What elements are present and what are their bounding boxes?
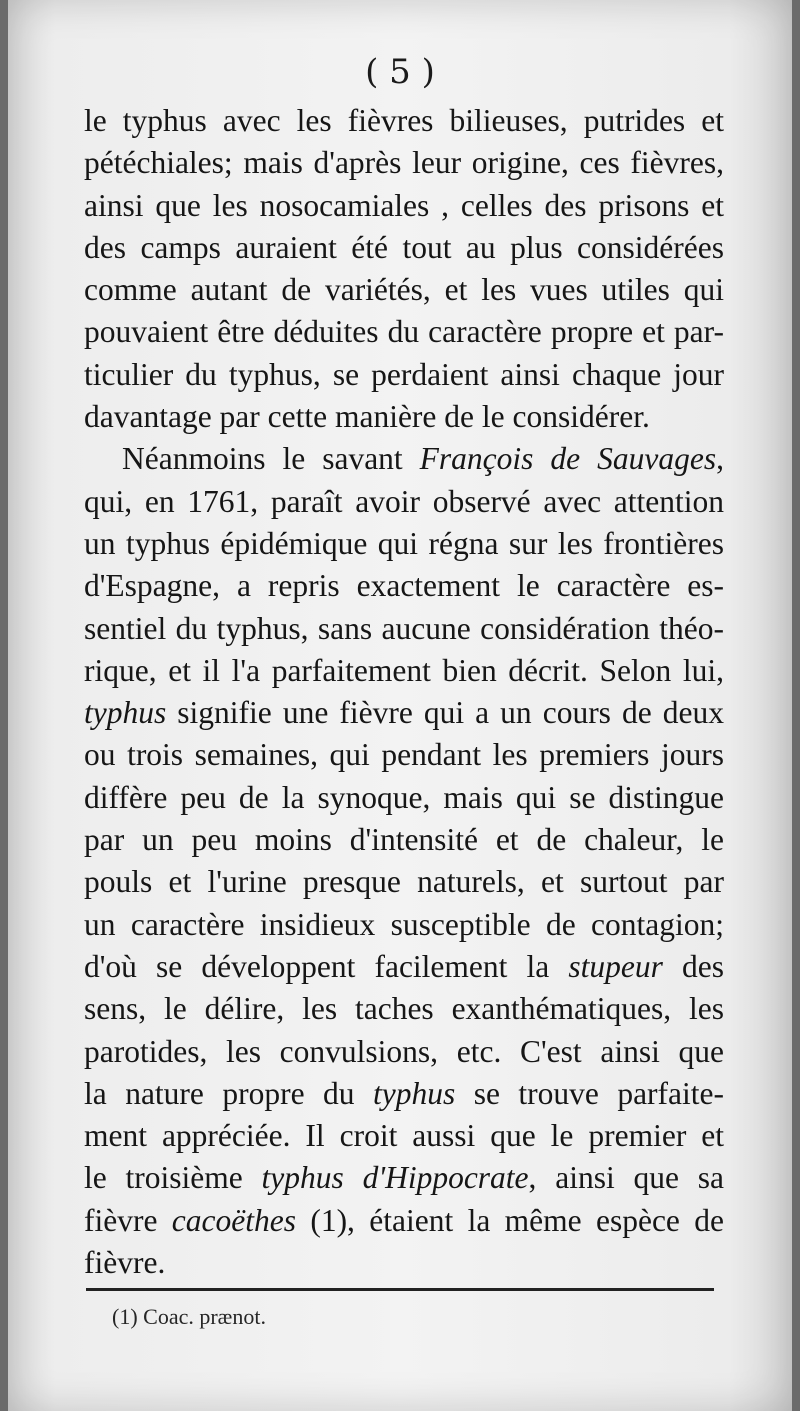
text-segment: , <box>716 441 724 477</box>
text-line <box>84 1073 724 1115</box>
text-segment: le troisième <box>84 1160 262 1196</box>
text-segment: des <box>662 948 724 984</box>
text-segment: la nature propre du <box>84 1075 373 1111</box>
text-line <box>84 1200 724 1242</box>
text-line: fièvre. <box>84 1245 166 1281</box>
text-line: sentiel du typhus, sans aucune considération théo- <box>84 610 724 646</box>
text-line: sens, le délire, les taches exanthématiques, les <box>84 991 724 1027</box>
text-line: pétéchiales; mais d'après leur origine, ces fièvres, <box>84 145 724 181</box>
italic-term: stupeur <box>568 948 663 984</box>
italic-term: François de Sauvages <box>419 441 717 477</box>
text-line: le typhus avec les fièvres bilieuses, putrides et <box>84 103 724 138</box>
text-line <box>84 1157 724 1199</box>
text-segment: signifie une fièvre qui a un cours de deux <box>166 695 724 731</box>
text-segment: (1), étaient la même espèce de <box>295 1202 724 1238</box>
text-segment: se trouve parfaite- <box>455 1075 724 1111</box>
italic-term: cacoëthes <box>171 1202 296 1238</box>
text-segment: Néanmoins le savant <box>122 441 420 477</box>
text-segment: d'où se développent facilement la <box>84 948 569 984</box>
text-line <box>84 692 724 734</box>
text-line: ou trois semaines, qui pendant les premiers jours <box>84 737 724 773</box>
text-line <box>84 438 724 480</box>
text-line: des camps auraient été tout au plus considérées <box>84 229 724 265</box>
text-line: rique, et il l'a parfaitement bien décrit. Selon lui, <box>84 652 724 688</box>
text-line <box>84 946 724 988</box>
text-line: un caractère insidieux susceptible de contagion; <box>84 906 724 942</box>
italic-term: typhus <box>372 1075 456 1111</box>
text-segment: , ainsi que sa <box>528 1160 725 1196</box>
book-page <box>8 0 792 1411</box>
text-segment: fièvre <box>84 1202 172 1238</box>
text-line: parotides, les convulsions, etc. C'est ainsi que <box>84 1033 724 1069</box>
text-line: un typhus épidémique qui régna sur les frontières <box>84 525 724 561</box>
text-line: qui, en 1761, paraît avoir observé avec attention <box>84 483 724 519</box>
text-line: ticulier du typhus, se perdaient ainsi chaque jour <box>84 356 724 392</box>
text-line: davantage par cette manière de le considérer. <box>84 399 650 435</box>
text-line: ainsi que les nosocamiales , celles des prisons et <box>84 187 724 223</box>
italic-term: typhus d'Hippocrate <box>261 1160 529 1196</box>
footnote-rule <box>86 1288 714 1291</box>
page-number: ( 5 ) <box>365 52 435 92</box>
text-line: par un peu moins d'intensité et de chaleur, le <box>84 822 724 858</box>
text-line: pouvaient être déduites du caractère propre et par- <box>84 314 724 350</box>
footnote: (1) Coac. prænot. <box>112 1304 266 1329</box>
text-line: ment appréciée. Il croit aussi que le premier et <box>84 1118 724 1154</box>
body-text <box>84 100 724 1284</box>
text-line: pouls et l'urine presque naturels, et surtout par <box>84 864 724 900</box>
text-line: comme autant de variétés, et les vues utiles qui <box>84 272 724 308</box>
italic-term: typhus <box>84 695 167 731</box>
text-line: diffère peu de la synoque, mais qui se distingue <box>84 779 724 815</box>
text-line: d'Espagne, a repris exactement le caractère es- <box>84 568 724 604</box>
